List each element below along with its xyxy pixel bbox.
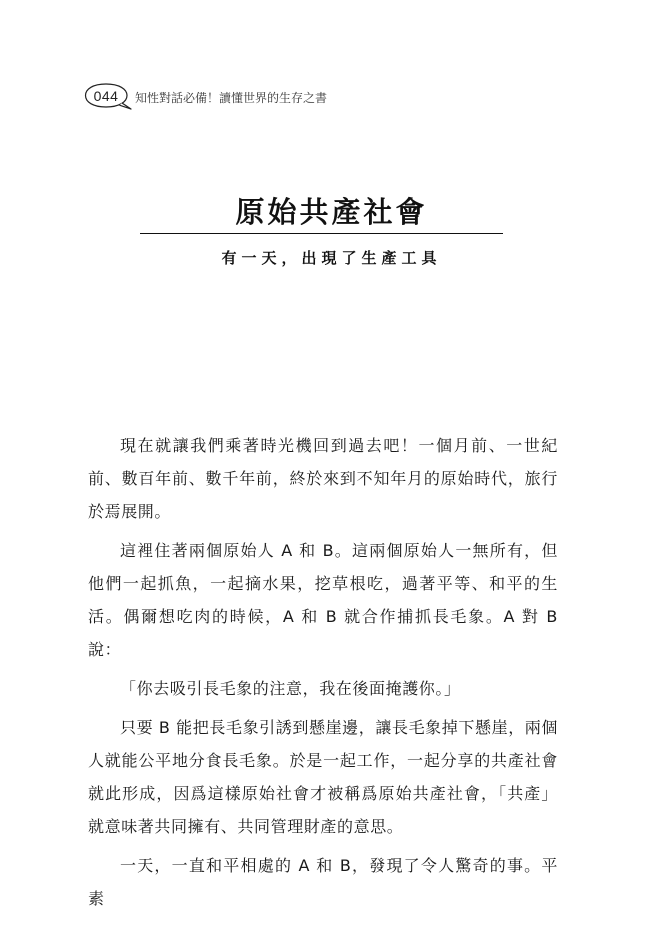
paragraph: 一天，一直和平相處的 A 和 B，發現了令人驚奇的事。平素: [88, 856, 558, 908]
body-text: [88, 429, 558, 921]
page-number-bubble: [84, 82, 134, 112]
paragraph: 只要 B 能把長毛象引誘到懸崖邊，讓長毛象掉下懸崖，兩個人就能公平地分食長毛象。於是一起工作，一起分享的共產社會就此形成，因爲這樣原始社會才被稱爲原始共產社會，「共產」就意味著共同擁有、共同管理財產的意思。: [88, 718, 558, 836]
paragraph: 「你去吸引長毛象的注意，我在後面掩護你。」: [120, 679, 461, 698]
page-number: 044: [93, 88, 119, 104]
paragraph: 這裡住著兩個原始人 A 和 B。這兩個原始人一無所有，但他們一起抓魚，一起摘水果，挖草根吃，過著平等、和平的生活。偶爾想吃肉的時候，A 和 B 就合作捕抓長毛象。A 對 B 說：: [88, 541, 558, 659]
chapter-subtitle: 有一天，出現了生產工具: [221, 249, 442, 267]
book-title: 知性對話必備！讀懂世界的生存之書: [135, 91, 328, 105]
title-divider: [140, 233, 503, 234]
chapter-title: 原始共產社會: [235, 195, 428, 229]
paragraph: 現在就讓我們乘著時光機回到過去吧！一個月前、一世紀前、數百年前、數千年前，終於來到不知年月的原始時代，旅行於焉展開。: [88, 436, 558, 521]
